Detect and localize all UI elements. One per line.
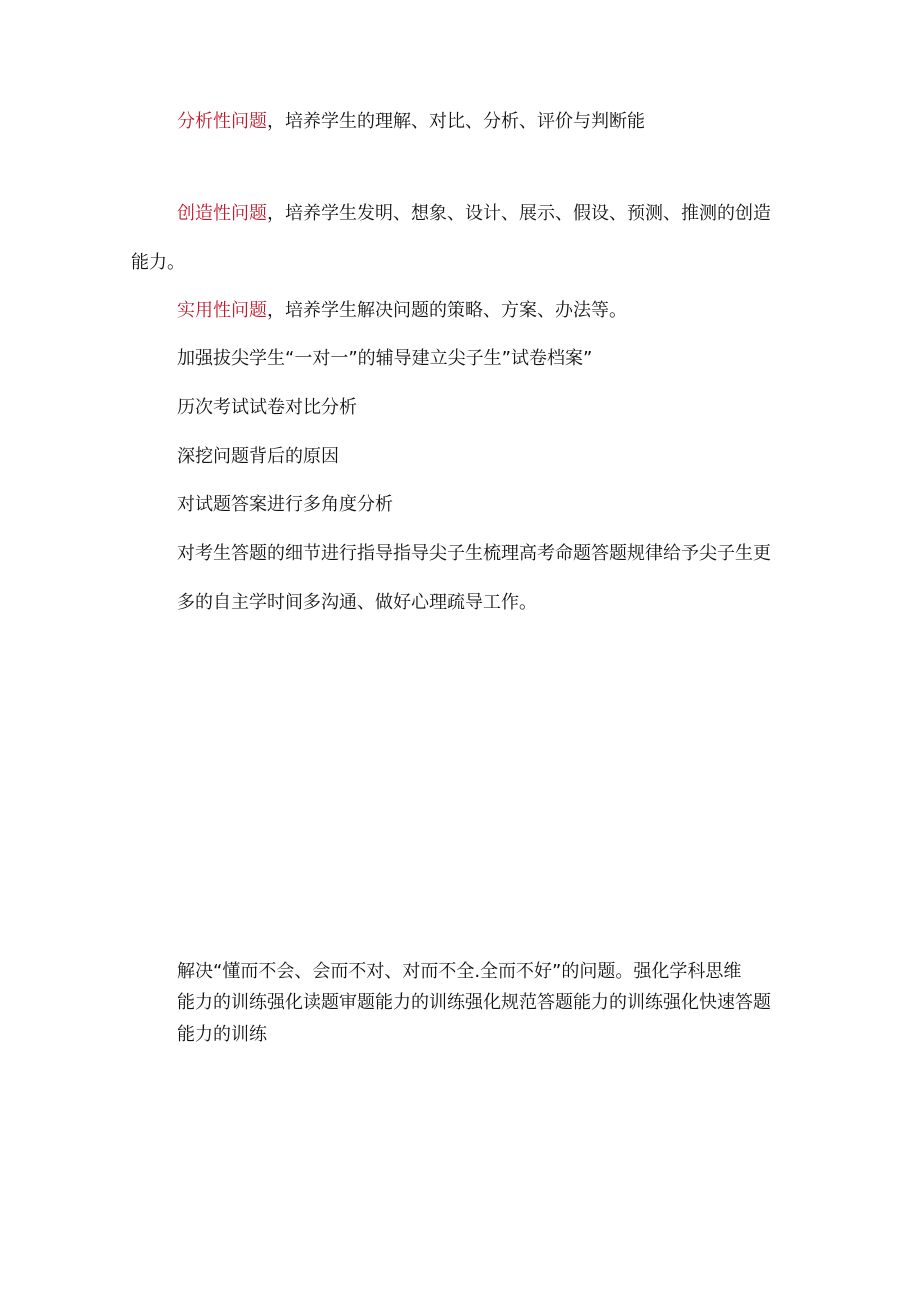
- analytic-question-text: ，培养学生的理解、对比、分析、评价与判断能: [267, 111, 645, 132]
- solve-line-1: 解决“懂而不会、会而不对、对而不全.全而不好”的问题。强化学科思维: [177, 961, 742, 982]
- item-multi-angle-analysis: 对试题答案进行多角度分析: [177, 494, 393, 515]
- analytic-question-line: [177, 110, 645, 134]
- creative-question-continuation: 能力。: [131, 252, 185, 273]
- analytic-question-highlight: 分析性问题: [177, 111, 267, 132]
- practical-question-line: [177, 299, 627, 323]
- creative-question-highlight: 创造性问题: [177, 203, 267, 224]
- practical-question-highlight: 实用性问题: [177, 300, 267, 321]
- solve-line-3: 能力的训练: [177, 1024, 267, 1045]
- creative-question-text: ，培养学生发明、想象、设计、展示、假设、预测、推测的创造: [267, 203, 771, 224]
- creative-question-line: [177, 202, 771, 226]
- guidance-line-1: 对考生答题的细节进行指导指导尖子生梳理高考命题答题规律给予尖子生更: [177, 543, 771, 564]
- item-one-on-one: 加强拔尖学生“一对一”的辅导建立尖子生”试卷档案”: [177, 348, 593, 369]
- item-exam-comparison: 历次考试试卷对比分析: [177, 397, 357, 418]
- practical-question-text: ，培养学生解决问题的策略、方案、办法等。: [267, 300, 627, 321]
- solve-line-2: 能力的训练强化读题审题能力的训练强化规范答题能力的训练强化快速答题: [177, 992, 771, 1013]
- item-dig-causes: 深挖问题背后的原因: [177, 446, 339, 467]
- guidance-line-2: 多的自主学时间多沟通、做好心理疏导工作。: [177, 592, 537, 613]
